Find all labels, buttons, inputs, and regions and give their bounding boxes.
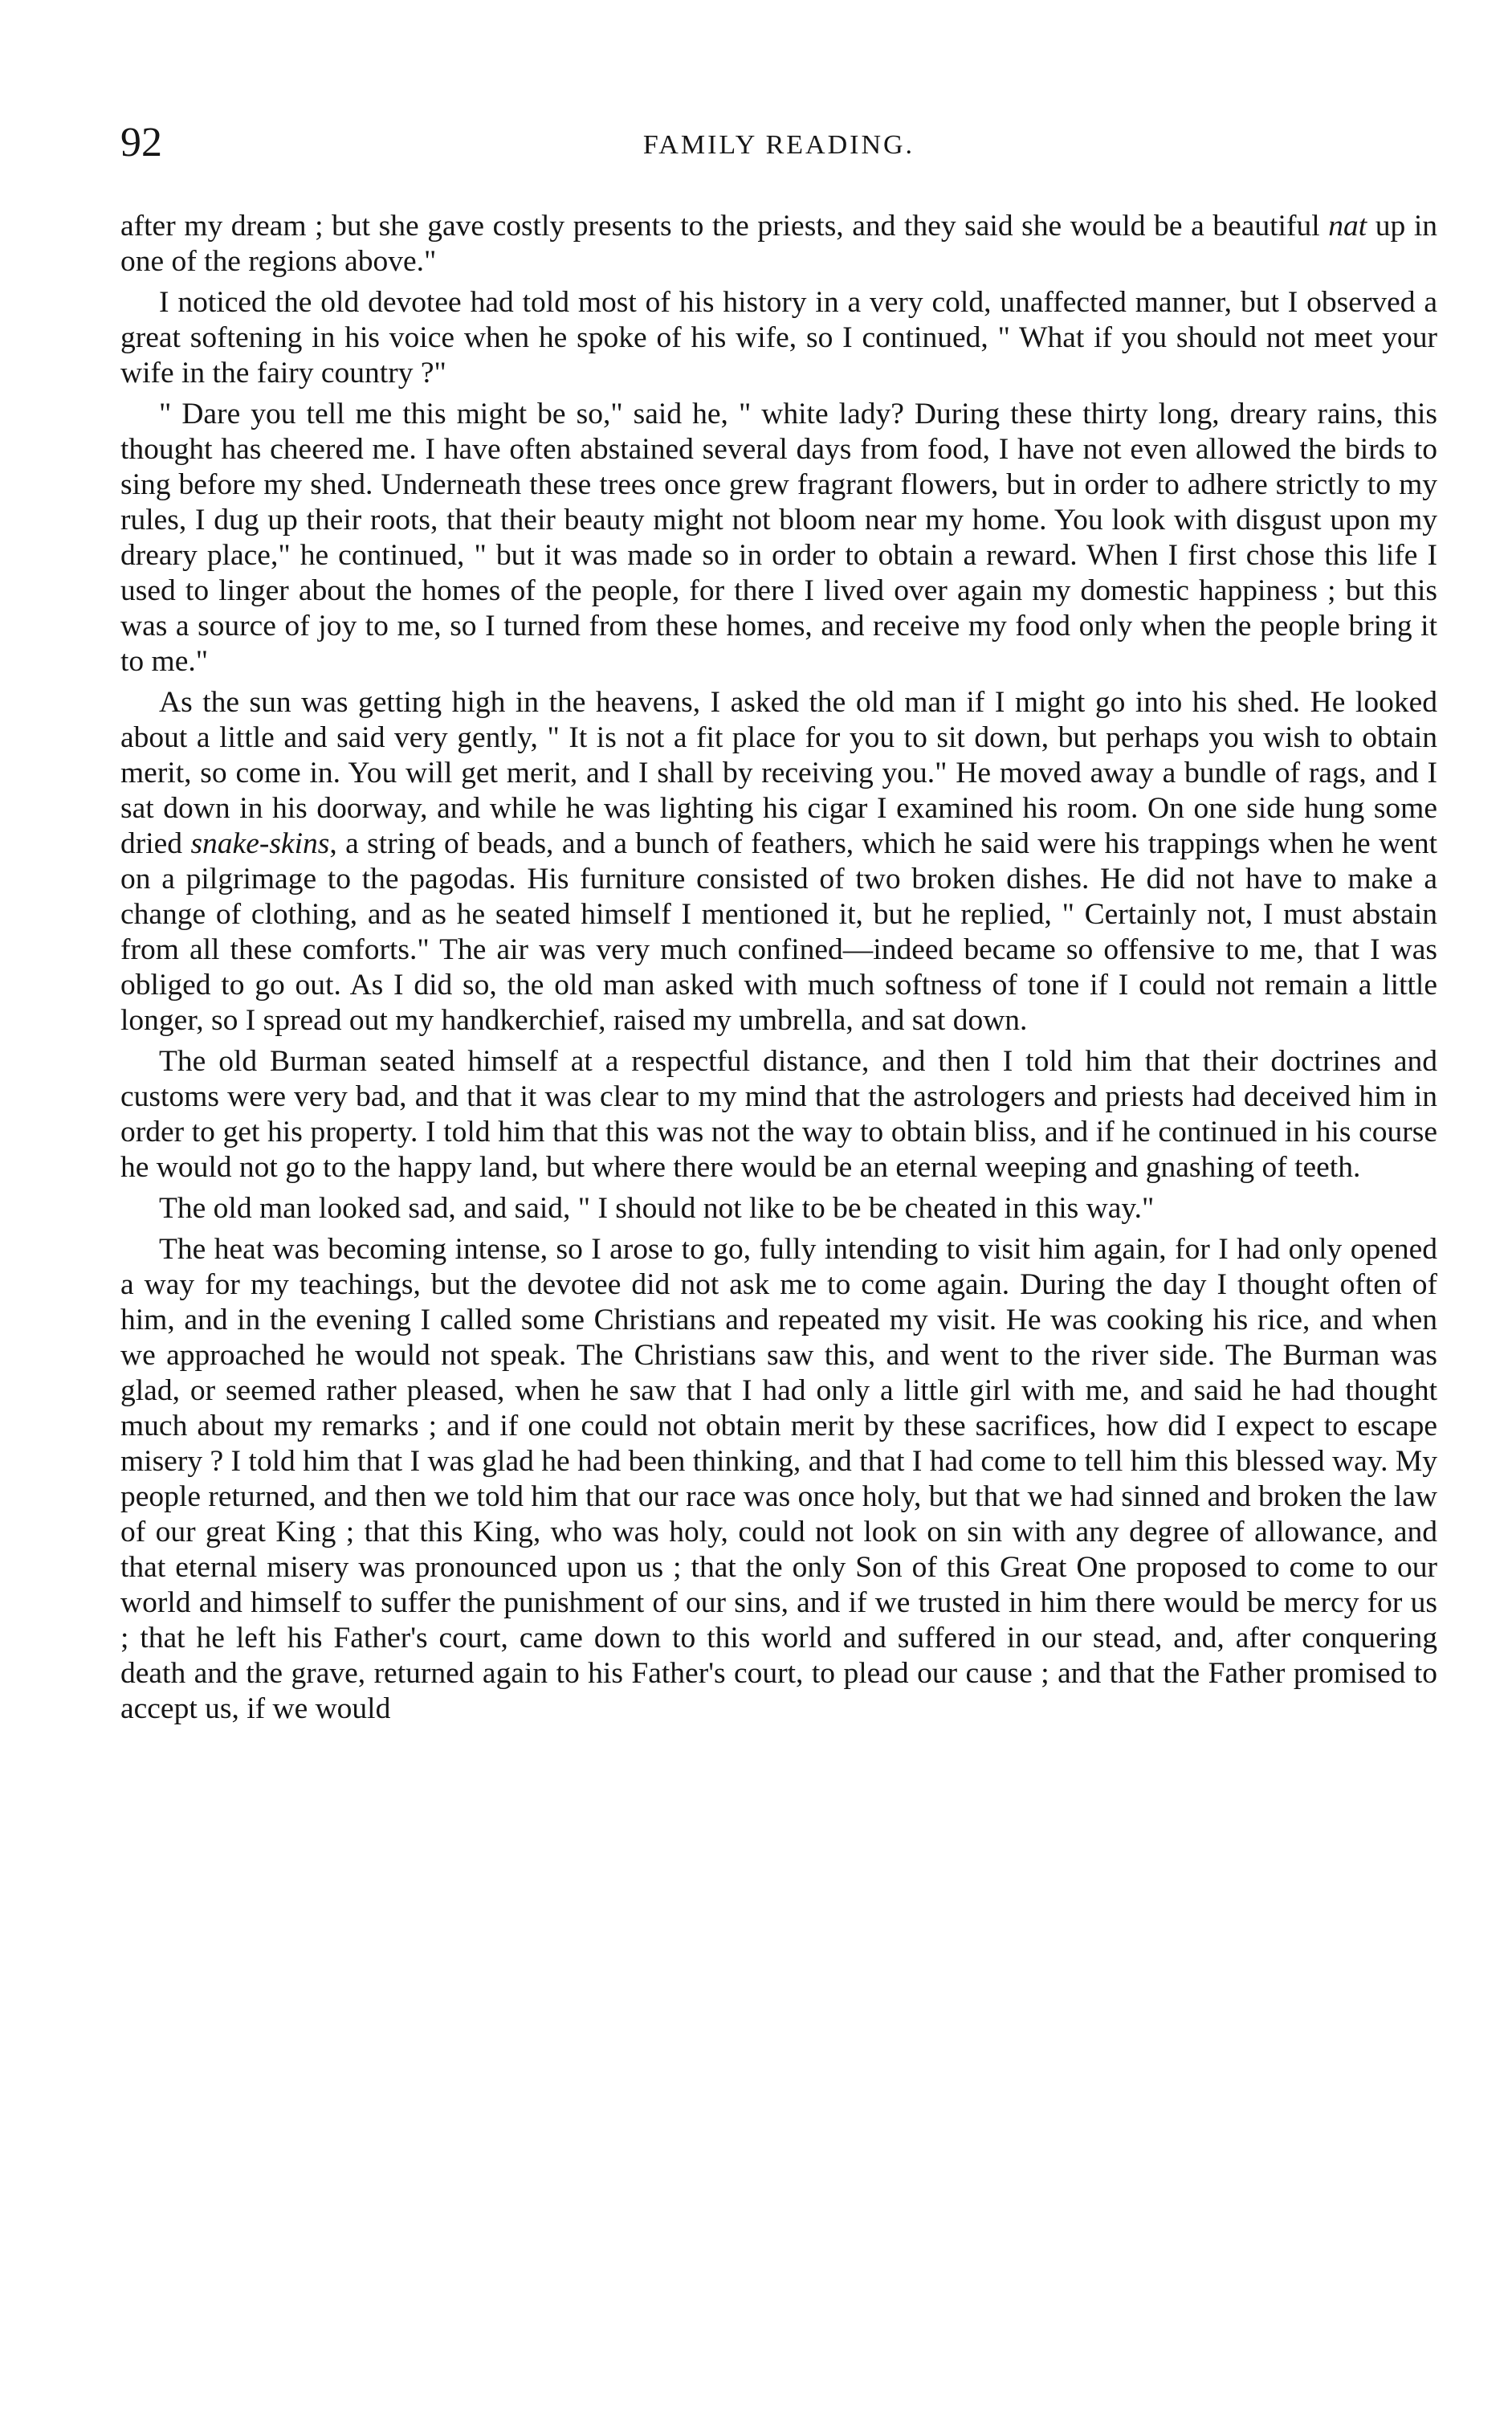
paragraph-4-text-b: , a string of beads, and a bunch of feathers, which he said were his trappings when he went on a pilgrimage to the pagodas. His furniture consisted of two broken dishes. He did not have to make a change of clothing, and as he seated himself I mentioned it, but he replied, " Certainly not, I must abstain from all these comforts." The air was very much confined—indeed became so offensive to me, that I was obliged to go out. As I did so, the old man asked with much softness of tone if I could not remain a little longer, so I spread out my handkerchief, raised my umbrella, and sat down.	[120, 827, 1437, 1037]
paragraph-1-text-a: after my dream ; but she gave costly presents to the priests, and they said she would be a beautiful	[120, 210, 1329, 243]
paragraph-3: " Dare you tell me this might be so," said he, " white lady? During these thirty long, dreary rains, this thought has cheered me. I have often abstained several days from food, I have not even allowed the birds to sing before my shed. Underneath these trees once grew fragrant flowers, but in order to adhere strictly to my rules, I dug up their roots, that their beauty might not bloom near my home. You look with disgust upon my dreary place," he continued, " but it was made so in order to obtain a reward. When I first chose this life I used to linger about the homes of the people, for there I lived over again my domestic happiness ; but this was a source of joy to me, so I turned from these homes, and receive my food only when the people bring it to me."	[120, 398, 1437, 678]
paragraph-6: The old man looked sad, and said, " I should not like to be be cheated in this way."	[159, 1192, 1155, 1225]
running-title: FAMILY READING.	[642, 130, 915, 160]
paragraph-1	[120, 209, 1437, 280]
paragraph-7: The heat was becoming intense, so I arose to go, fully intending to visit him again, for I had only opened a way for my teachings, but the devotee did not ask me to come again. During the day I thought often of him, and in the evening I called some Christians and repeated my visit. He was cooking his rice, and when we approached he would not speak. The Christians saw this, and went to the river side. The Burman was glad, or seemed rather pleased, when he saw that I had only a little girl with me, and said he had thought much about my remarks ; and if one could not obtain merit by these sacrifices, how did I expect to escape misery ? I told him that I was glad he had been thinking, and that I had come to tell him this blessed way. My people returned, and then we told him that our race was once holy, but that we had sinned and broken the law of our great King ; that this King, who was holy, could not look on sin with any degree of allowance, and that eternal misery was pronounced upon us ; that the only Son of this Great One proposed to come to our world and himself to suffer the punishment of our sins, and if we trusted in him there would be mercy for us ; that he left his Father's court, came down to this world and suffered in our stead, and, after conquering death and the grave, returned again to his Father's court, to plead our cause ; and that the Father promised to accept us, if we would	[120, 1233, 1437, 1725]
italic-term-snake-skins: snake-skins	[190, 827, 330, 860]
italic-term-nat: nat	[1328, 210, 1367, 243]
paragraph-1-text-b: up in one of the regions above."	[120, 210, 1437, 278]
paragraph-5: The old Burman seated himself at a respectful distance, and then I told him that their doctrines and customs were very bad, and that it was clear to my mind that the astrologers and priests had deceived him in order to get his property. I told him that this was not the way to obtain bliss, and if he continued in his course he would not go to the happy land, but where there would be an eternal weeping and gnashing of teeth.	[120, 1045, 1437, 1184]
page-number: 92	[120, 120, 162, 165]
paragraph-4-text-a: As the sun was getting high in the heavens, I asked the old man if I might go into his shed. He looked about a little and said very gently, " It is not a fit place for you to sit down, but perhaps you wish to obtain merit, so come in. You will get merit, and I shall by receiving you." He moved away a bundle of rags, and I sat down in his doorway, and while he was lighting his cigar I examined his room. On one side hung some dried	[120, 686, 1437, 860]
paragraph-4	[120, 685, 1437, 1038]
page-header	[120, 119, 1437, 167]
paragraph-2: I noticed the old devotee had told most of his history in a very cold, unaffected manner, but I observed a great softening in his voice when he spoke of his wife, so I continued, " What if you should not meet your wife in the fairy country ?"	[120, 286, 1437, 390]
body-text	[120, 209, 1437, 1732]
